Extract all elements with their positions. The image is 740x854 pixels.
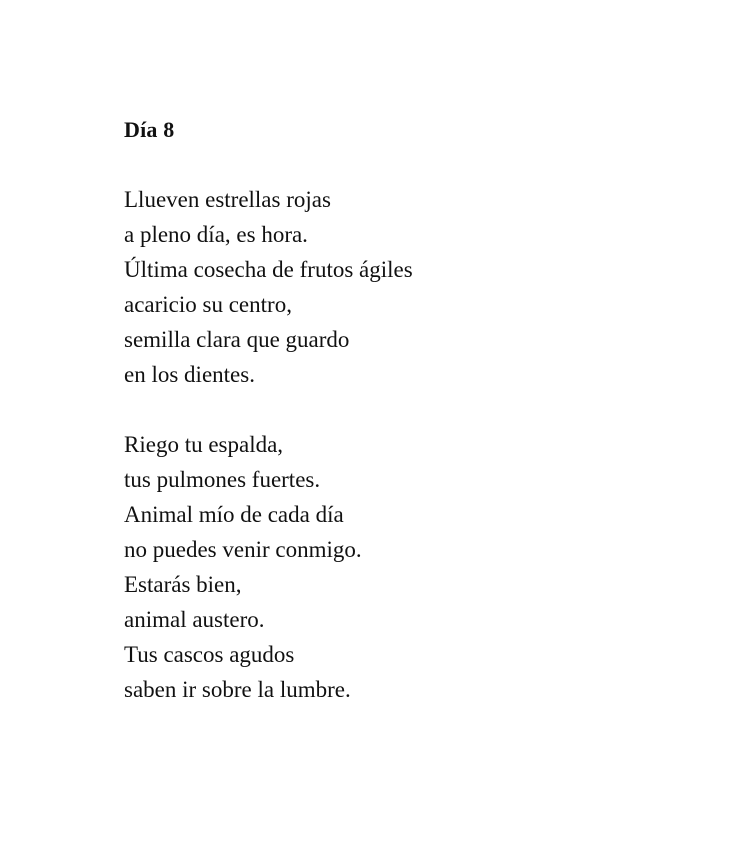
verse-line: a pleno día, es hora. <box>124 222 308 247</box>
verse-line: saben ir sobre la lumbre. <box>124 677 351 702</box>
verse-line: en los dientes. <box>124 362 255 387</box>
verse-line: Última cosecha de frutos ágiles <box>124 257 413 282</box>
verse-line: Tus cascos agudos <box>124 642 295 667</box>
verse-line: acaricio su centro, <box>124 292 292 317</box>
verse-line: Riego tu espalda, <box>124 432 284 457</box>
verse-line: Estarás bien, <box>124 572 242 597</box>
verse-line: no puedes venir conmigo. <box>124 537 362 562</box>
verse-line: semilla clara que guardo <box>124 327 350 352</box>
stanza-1 <box>124 182 413 392</box>
verse-line: tus pulmones fuertes. <box>124 467 321 492</box>
verse-line: animal austero. <box>124 607 265 632</box>
stanza-2 <box>124 427 362 707</box>
poem-title: Día 8 <box>124 117 175 142</box>
verse-line: Llueven estrellas rojas <box>124 187 331 212</box>
verse-line: Animal mío de cada día <box>124 502 344 527</box>
